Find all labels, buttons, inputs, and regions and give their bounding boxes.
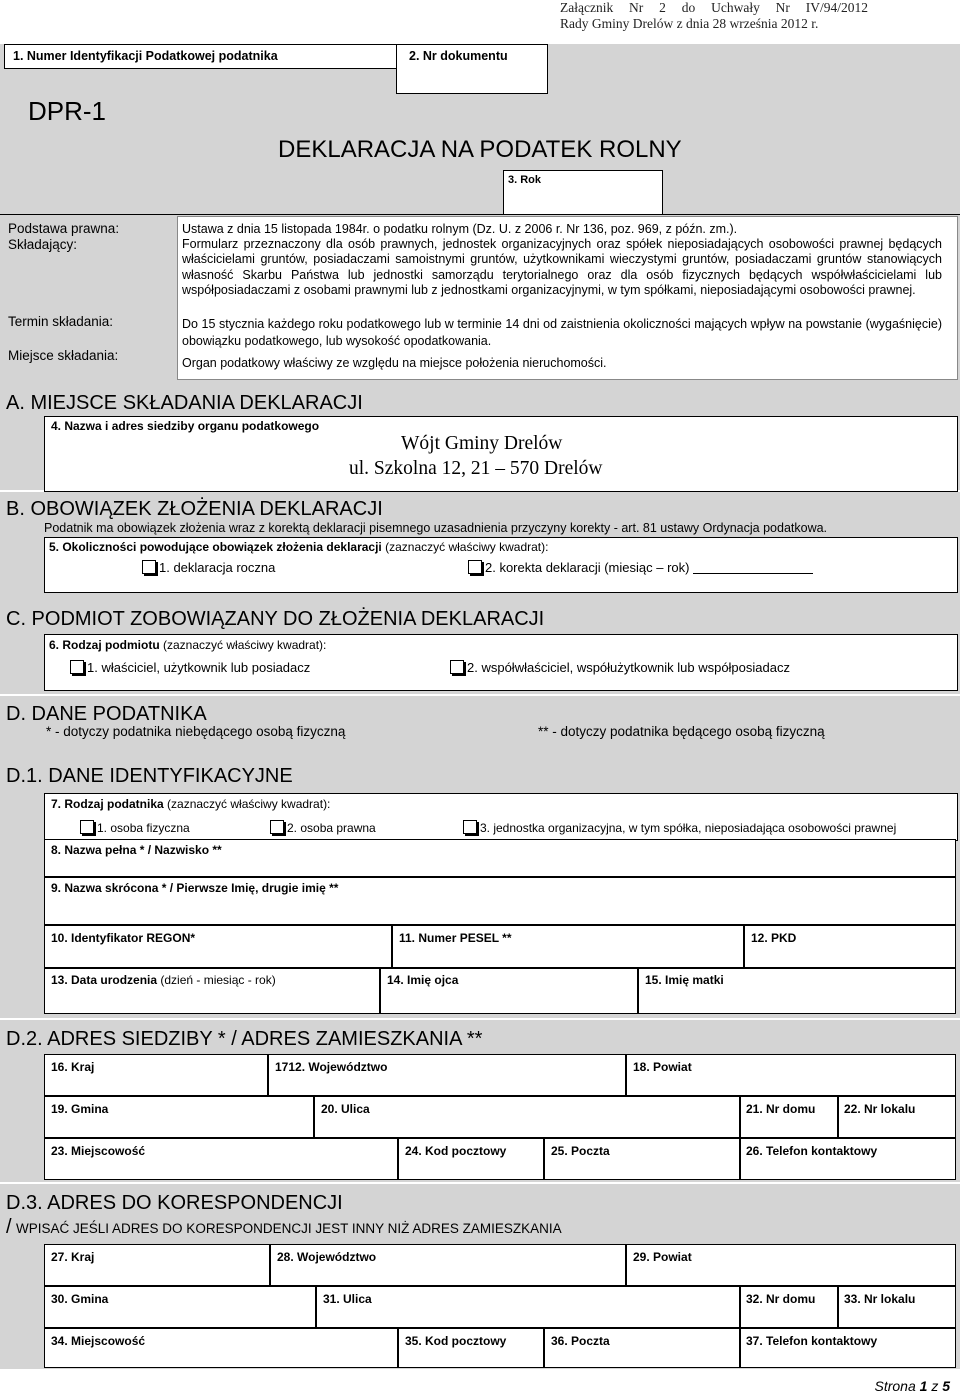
section-c-title: C. PODMIOT ZOBOWIĄZANY DO ZŁOŻENIA DEKLARACJI <box>6 608 545 630</box>
corr-locality-field[interactable] <box>44 1328 398 1368</box>
section-d-note-left: * - dotyczy podatnika niebędącego osobą fizyczną <box>46 724 346 739</box>
corr-county-field[interactable] <box>626 1244 956 1286</box>
section-d1-title: D.1. DANE IDENTYFIKACYJNE <box>6 765 293 787</box>
checkbox-legal-person[interactable] <box>270 820 284 834</box>
section-b-note: Podatnik ma obowiązek złożenia wraz z korektą deklaracji pisemnego uzasadnienia przyczyny korekty - art. 81 ustawy Ordynacja podatkowa. <box>44 521 828 535</box>
corr-street-field[interactable] <box>316 1286 740 1328</box>
postal-code-field[interactable] <box>398 1138 544 1180</box>
locality-field[interactable] <box>44 1138 398 1180</box>
birth-date-label-bold: 13. Data urodzenia <box>51 973 158 987</box>
option-correction[interactable] <box>468 560 813 575</box>
birth-date-label <box>51 973 276 987</box>
option-co-owner[interactable] <box>450 660 790 675</box>
deadline-label: Termin składania: <box>8 314 114 329</box>
section-d-title: D. DANE PODATNIKA <box>6 703 207 725</box>
option-organizational-unit-label: 3. jednostka organizacyjna, w tym spółka, nieposiadająca osobowości prawnej <box>480 821 897 835</box>
nip-label: 1. Numer Identyfikacji Podatkowej podatnika <box>13 49 278 63</box>
corr-apartment-number-field[interactable] <box>838 1286 956 1328</box>
page-number <box>874 1378 950 1394</box>
corr-postal-code-field[interactable] <box>398 1328 544 1368</box>
page-total: 5 <box>942 1378 950 1394</box>
option-organizational-unit[interactable] <box>463 820 896 835</box>
voivodeship-field[interactable] <box>268 1054 626 1096</box>
section-d3-subtitle-slash: / <box>6 1216 12 1238</box>
option-annual[interactable] <box>142 560 275 575</box>
regon-label: 10. Identyfikator REGON* <box>51 931 196 945</box>
corr-house-number-label: 32. Nr domu <box>746 1292 816 1306</box>
corr-country-label: 27. Kraj <box>51 1250 95 1264</box>
option-annual-label: 1. deklaracja roczna <box>159 560 276 575</box>
page-current: 1 <box>919 1378 928 1394</box>
form-title: DEKLARACJA NA PODATEK ROLNY <box>278 136 682 163</box>
corr-post-office-field[interactable] <box>544 1328 740 1368</box>
checkbox-owner[interactable] <box>70 660 84 674</box>
regon-field[interactable] <box>44 925 392 968</box>
post-office-label: 25. Poczta <box>551 1144 610 1158</box>
section-b-title: B. OBOWIĄZEK ZŁOŻENIA DEKLARACJI <box>6 498 383 520</box>
corr-house-number-field[interactable] <box>740 1286 838 1328</box>
short-name-label: 9. Nazwa skrócona * / Pierwsze Imię, drugie imię ** <box>51 881 339 895</box>
section-d3-subtitle <box>6 1216 562 1239</box>
section-d-note-right: ** - dotyczy podatnika będącego osobą fizyczną <box>538 724 825 739</box>
authority-address: ul. Szkolna 12, 21 – 570 Drelów <box>349 458 603 479</box>
father-name-label: 14. Imię ojca <box>387 973 459 987</box>
phone-field[interactable] <box>740 1138 956 1180</box>
short-name-field[interactable] <box>44 877 956 925</box>
nip-field[interactable] <box>4 44 397 69</box>
locality-label: 23. Miejscowość <box>51 1144 146 1158</box>
authority-field[interactable] <box>44 416 958 492</box>
attachment-line2: Rady Gminy Drelów z dnia 28 września 2012 r. <box>560 16 819 31</box>
option-owner[interactable] <box>70 660 310 675</box>
checkbox-annual[interactable] <box>142 560 156 574</box>
option-legal-person[interactable] <box>270 820 376 835</box>
entity-type-label <box>49 638 326 652</box>
corr-phone-field[interactable] <box>740 1328 956 1368</box>
street-field[interactable] <box>314 1096 740 1138</box>
corr-phone-label: 37. Telefon kontaktowy <box>746 1334 878 1348</box>
country-field[interactable] <box>44 1054 268 1096</box>
street-label: 20. Ulica <box>321 1102 370 1116</box>
corr-county-label: 29. Powiat <box>633 1250 692 1264</box>
postal-code-label: 24. Kod pocztowy <box>405 1144 507 1158</box>
voivodeship-label: 1712. Województwo <box>275 1060 388 1074</box>
house-number-label: 21. Nr domu <box>746 1102 816 1116</box>
checkbox-natural-person[interactable] <box>80 820 94 834</box>
taxpayer-type-label-hint: (zaznaczyć właściwy kwadrat): <box>163 797 331 811</box>
submitter-label: Składający: <box>8 237 78 252</box>
taxpayer-type-label <box>51 797 330 811</box>
checkbox-organizational-unit[interactable] <box>463 820 477 834</box>
submitter-text: Formularz przeznaczony dla osób prawnych, jednostek organizacyjnych oraz spółek nieposiadających osobowości prawnej będących właścicielami gruntów, posiadaczami samoistnymi gruntów, użytkownikami wieczystymi gruntów, posiadaczami gruntów stanowiących własność Skarbu Państwa lub jednostki samorządu terytorialnego oraz dla osób fizycznych będących współwłaścicielami lub współposiadaczami z osobami prawnymi lub z jednostkami organizacyjnymi, w tym spółkami, nieposiadającymi osobowości prawnej. <box>182 237 942 297</box>
corr-post-office-label: 36. Poczta <box>551 1334 610 1348</box>
form-code: DPR-1 <box>28 96 107 126</box>
pkd-label: 12. PKD <box>751 931 797 945</box>
corr-voivodeship-field[interactable] <box>270 1244 626 1286</box>
mother-name-label: 15. Imię matki <box>645 973 724 987</box>
authority-label: 4. Nazwa i adres siedziby organu podatkowego <box>51 419 320 433</box>
year-label: 3. Rok <box>508 174 542 186</box>
option-owner-label: 1. właściciel, użytkownik lub posiadacz <box>87 660 311 675</box>
corr-commune-label: 30. Gmina <box>51 1292 109 1306</box>
deadline-text: Do 15 stycznia każdego roku podatkowego lub w terminie 14 dni od zaistnienia okoliczności mających wpływ na powstanie (wygaśnięcie) obowiązku podatkowego, lub wysokość opodatkowania. <box>182 317 942 348</box>
corr-street-label: 31. Ulica <box>323 1292 372 1306</box>
father-name-field[interactable] <box>380 968 638 1014</box>
corr-locality-label: 34. Miejscowość <box>51 1334 146 1348</box>
place-text: Organ podatkowy właściwy ze względu na miejsce położenia nieruchomości. <box>182 356 607 370</box>
commune-label: 19. Gmina <box>51 1102 109 1116</box>
doc-number-label: 2. Nr dokumentu <box>409 49 508 63</box>
corr-country-field[interactable] <box>44 1244 270 1286</box>
option-correction-label: 2. korekta deklaracji (miesiąc – rok) <box>485 560 690 575</box>
county-label: 18. Powiat <box>633 1060 692 1074</box>
option-natural-person[interactable] <box>80 820 190 835</box>
corr-postal-code-label: 35. Kod pocztowy <box>405 1334 507 1348</box>
checkbox-co-owner[interactable] <box>450 660 464 674</box>
section-d3-title: D.3. ADRES DO KORESPONDENCJI <box>6 1192 343 1214</box>
option-natural-person-label: 1. osoba fizyczna <box>97 821 190 835</box>
house-number-field[interactable] <box>740 1096 838 1138</box>
attachment-note <box>560 0 868 32</box>
phone-label: 26. Telefon kontaktowy <box>746 1144 878 1158</box>
taxpayer-type-label-bold: 7. Rodzaj podatnika <box>51 797 164 811</box>
circumstances-label <box>49 540 548 554</box>
mother-name-field[interactable] <box>638 968 956 1014</box>
birth-date-label-hint: (dzień - miesiąc - rok) <box>157 973 276 987</box>
corr-voivodeship-label: 28. Województwo <box>277 1250 377 1264</box>
page-sep: z <box>931 1378 939 1394</box>
county-field[interactable] <box>626 1054 956 1096</box>
full-name-field[interactable] <box>44 839 956 877</box>
pkd-field[interactable] <box>744 925 956 968</box>
authority-name: Wójt Gminy Drelów <box>401 433 563 454</box>
attachment-line1: Załącznik Nr 2 do Uchwały Nr IV/94/2012 <box>560 0 868 15</box>
year-field[interactable] <box>503 170 663 216</box>
place-label: Miejsce składania: <box>8 348 119 363</box>
birth-date-field[interactable] <box>44 968 380 1014</box>
doc-number-field[interactable] <box>396 44 548 94</box>
circumstances-label-bold: 5. Okoliczności powodujące obowiązek złożenia deklaracji <box>49 540 382 554</box>
full-name-label: 8. Nazwa pełna * / Nazwisko ** <box>51 843 222 857</box>
pesel-label: 11. Numer PESEL ** <box>399 931 512 945</box>
corr-apartment-number-label: 33. Nr lokalu <box>844 1292 916 1306</box>
pesel-field[interactable] <box>392 925 744 968</box>
option-co-owner-label: 2. współwłaściciel, współużytkownik lub współposiadacz <box>467 660 790 675</box>
apartment-number-field[interactable] <box>838 1096 956 1138</box>
entity-type-label-hint: (zaznaczyć właściwy kwadrat): <box>159 638 327 652</box>
entity-type-label-bold: 6. Rodzaj podmiotu <box>49 638 160 652</box>
country-label: 16. Kraj <box>51 1060 95 1074</box>
correction-date-line[interactable] <box>693 561 813 574</box>
corr-commune-field[interactable] <box>44 1286 316 1328</box>
apartment-number-label: 22. Nr lokalu <box>844 1102 916 1116</box>
basis-text: Ustawa z dnia 15 listopada 1984r. o podatku rolnym (Dz. U. z 2006 r. Nr 136, poz. 969, z późn. zm.). <box>182 222 738 236</box>
checkbox-correction[interactable] <box>468 560 482 574</box>
option-legal-person-label: 2. osoba prawna <box>287 821 376 835</box>
section-a-title: A. MIEJSCE SKŁADANIA DEKLARACJI <box>6 392 363 414</box>
commune-field[interactable] <box>44 1096 314 1138</box>
section-d2-title: D.2. ADRES SIEDZIBY * / ADRES ZAMIESZKANIA ** <box>6 1028 483 1050</box>
basis-label: Podstawa prawna: <box>8 221 120 236</box>
section-d3-subtitle-text: WPISAĆ JEŚLI ADRES DO KORESPONDENCJI JEST INNY NIŻ ADRES ZAMIESZKANIA <box>16 1221 562 1236</box>
page-label: Strona <box>874 1378 916 1394</box>
post-office-field[interactable] <box>544 1138 740 1180</box>
circumstances-label-hint: (zaznaczyć właściwy kwadrat): <box>381 540 549 554</box>
